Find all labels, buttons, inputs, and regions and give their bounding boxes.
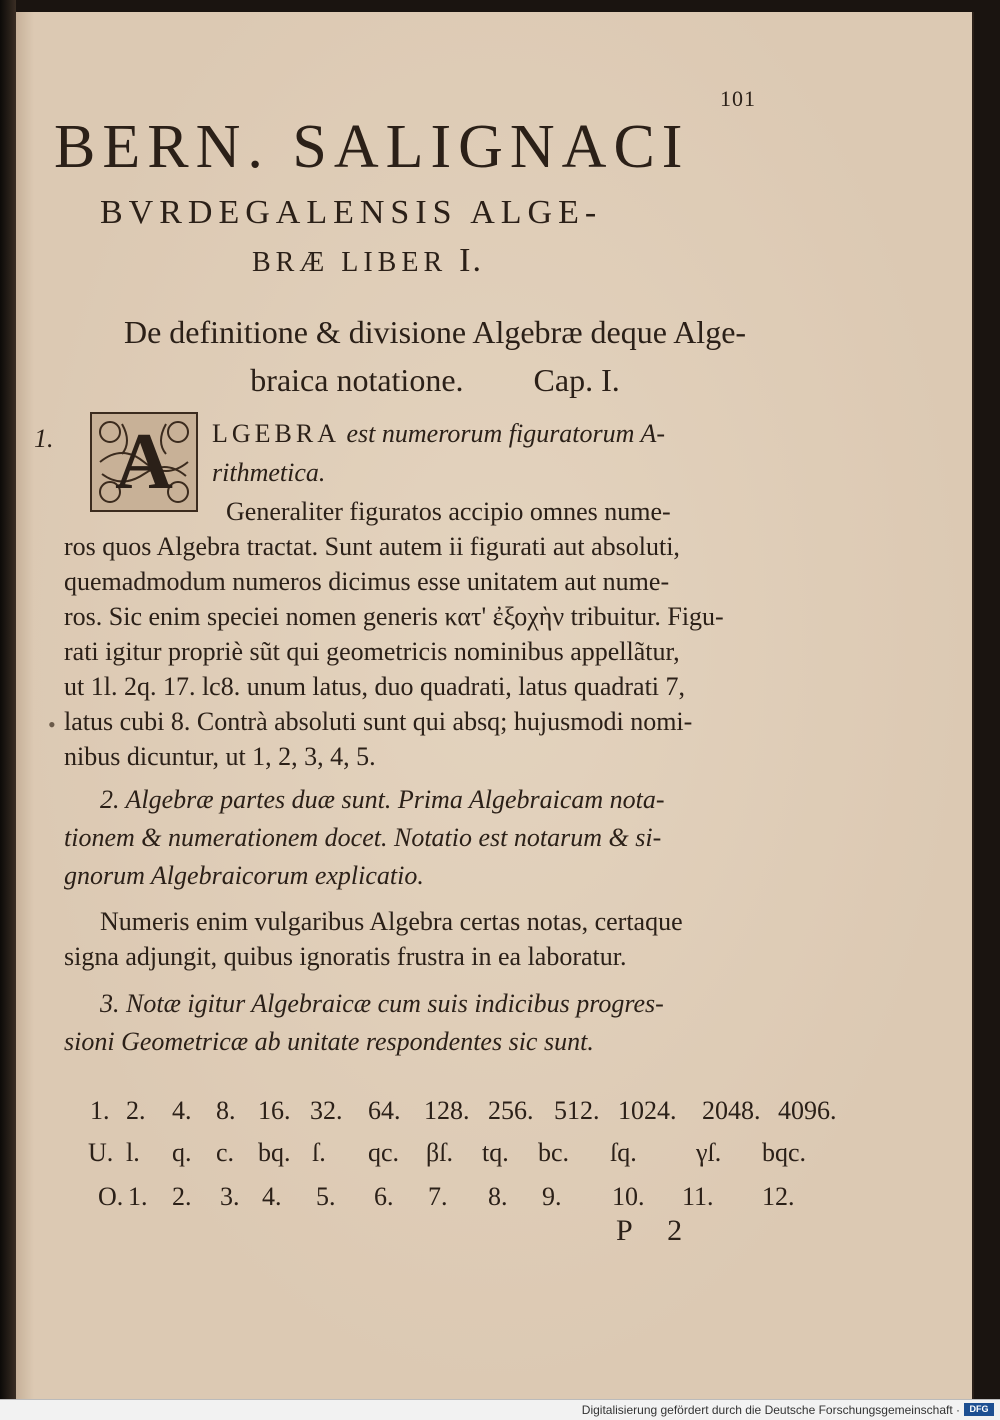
table-cell: 6. bbox=[374, 1182, 394, 1211]
title-line-3-small: BRÆ LIBER bbox=[252, 247, 448, 278]
book-page bbox=[16, 12, 974, 1400]
table-cell: 128. bbox=[424, 1096, 470, 1125]
chapter-heading-line-1: De definitione & divisione Algebræ deque Alge- bbox=[123, 314, 747, 350]
title-line-1: BERN. SALIGNACI bbox=[54, 113, 690, 181]
paragraph-2-body-line: Numeris enim vulgaribus Algebra certas notas, certaque bbox=[100, 907, 683, 936]
paragraph-2-line: gnorum Algebraicorum explicatio. bbox=[64, 861, 424, 890]
table-cell: βſ. bbox=[426, 1138, 453, 1167]
table-cell: l. bbox=[126, 1138, 140, 1167]
paragraph-3-line: sioni Geometricæ ab unitate respondentes sic sunt. bbox=[64, 1027, 594, 1056]
table-cell: 4. bbox=[172, 1096, 192, 1125]
table-cell: ſ. bbox=[312, 1138, 326, 1167]
table-cell: ſq. bbox=[610, 1138, 637, 1167]
table-cell: 16. bbox=[258, 1096, 291, 1125]
table-cell: 3. bbox=[220, 1182, 240, 1211]
paragraph-1-body-line: ros. Sic enim speciei nomen generis κατ' ἐξοχὴν tribuitur. Figu- bbox=[64, 602, 724, 631]
table-cell: 32. bbox=[310, 1096, 343, 1125]
initial-letter: A bbox=[115, 418, 173, 506]
table-cell: 11. bbox=[682, 1182, 714, 1211]
table-cell: tq. bbox=[482, 1138, 509, 1167]
paragraph-1-italic: est numerorum figuratorum A- bbox=[346, 419, 665, 448]
signature-mark: P 2 bbox=[616, 1214, 697, 1247]
table-cell: 512. bbox=[554, 1096, 600, 1125]
table-cell: 9. bbox=[542, 1182, 562, 1211]
table-cell: 5. bbox=[316, 1182, 336, 1211]
paragraph-2-line: 2. Algebræ partes duæ sunt. Prima Algebraicam nota- bbox=[100, 785, 665, 814]
table-cell: 12. bbox=[762, 1182, 795, 1211]
chapter-heading bbox=[80, 308, 790, 404]
table-cell: U. bbox=[88, 1138, 114, 1167]
digitization-footer bbox=[0, 1399, 1000, 1420]
title-line-3-numeral: I. bbox=[459, 242, 483, 279]
paragraph-3-line: 3. Notæ igitur Algebraicæ cum suis indicibus progres- bbox=[100, 989, 664, 1018]
table-cell: 2048. bbox=[702, 1096, 761, 1125]
table-cell: 4. bbox=[262, 1182, 282, 1211]
decorated-initial bbox=[90, 412, 198, 512]
table-cell: 2. bbox=[172, 1182, 192, 1211]
page-number: 101 bbox=[720, 86, 756, 111]
table-cell: 2. bbox=[126, 1096, 146, 1125]
table-cell: 4096. bbox=[778, 1096, 837, 1125]
table-cell: 64. bbox=[368, 1096, 401, 1125]
paragraph-1-body-line: quemadmodum numeros dicimus esse unitatem aut nume- bbox=[64, 567, 670, 596]
book-binding-edge bbox=[0, 0, 16, 1420]
table-cell: 1. bbox=[90, 1096, 110, 1125]
table-cell: bqc. bbox=[762, 1138, 807, 1167]
paragraph-2-body-line: signa adjungit, quibus ignoratis frustra in ea laboratur. bbox=[64, 942, 627, 971]
paragraph-1-body-line: nibus dicuntur, ut 1, 2, 3, 4, 5. bbox=[64, 742, 376, 771]
paragraph-1-body-line: rati igitur propriè sũt qui geometricis nominibus appellãtur, bbox=[64, 637, 680, 666]
table-cell: 10. bbox=[612, 1182, 645, 1211]
dfg-logo: DFG bbox=[964, 1403, 994, 1416]
table-cell: γſ. bbox=[696, 1138, 722, 1167]
table-cell: q. bbox=[172, 1138, 192, 1167]
title-line-3 bbox=[252, 242, 483, 280]
title-line-2: BVRDEGALENSIS ALGE- bbox=[100, 194, 603, 231]
paragraph-1-body-line: ros quos Algebra tractat. Sunt autem ii figurati aut absoluti, bbox=[64, 532, 680, 561]
table-cell: 8. bbox=[488, 1182, 508, 1211]
table-cell: 7. bbox=[428, 1182, 448, 1211]
paragraph-2-line: tionem & numerationem docet. Notatio est notarum & si- bbox=[64, 823, 662, 852]
chapter-heading-line-2 bbox=[80, 356, 790, 404]
table-cell: 1. bbox=[128, 1182, 148, 1211]
table-cell: bq. bbox=[258, 1138, 291, 1167]
margin-mark-icon: • bbox=[48, 712, 56, 737]
chapter-heading-line-2-text: braica notatione. bbox=[250, 362, 464, 398]
paragraph-1-number: 1. bbox=[34, 424, 54, 453]
paragraph-1-line-1 bbox=[212, 416, 665, 451]
chapter-number: Cap. I. bbox=[533, 362, 620, 398]
table-cell: O. bbox=[98, 1182, 124, 1211]
paragraph-1-body-line: ut 1l. 2q. 17. lc8. unum latus, duo quadrati, latus quadrati 7, bbox=[64, 672, 686, 701]
table-cell: c. bbox=[216, 1138, 235, 1167]
table-cell: 256. bbox=[488, 1096, 534, 1125]
paragraph-1-smallcaps: LGEBRA bbox=[212, 419, 340, 448]
paragraph-1-line-2: rithmetica. bbox=[212, 458, 326, 487]
paragraph-1-body-line: latus cubi 8. Contrà absoluti sunt qui absq; hujusmodi nomi- bbox=[64, 707, 693, 736]
table-cell: qc. bbox=[368, 1138, 400, 1167]
paragraph-1-body-line: Generaliter figuratos accipio omnes nume- bbox=[226, 497, 671, 526]
table-cell: 1024. bbox=[618, 1096, 677, 1125]
table-cell: bc. bbox=[538, 1138, 570, 1167]
footer-credit-text: Digitalisierung gefördert durch die Deutsche Forschungsgemeinschaft · bbox=[581, 1403, 960, 1417]
table-cell: 8. bbox=[216, 1096, 236, 1125]
